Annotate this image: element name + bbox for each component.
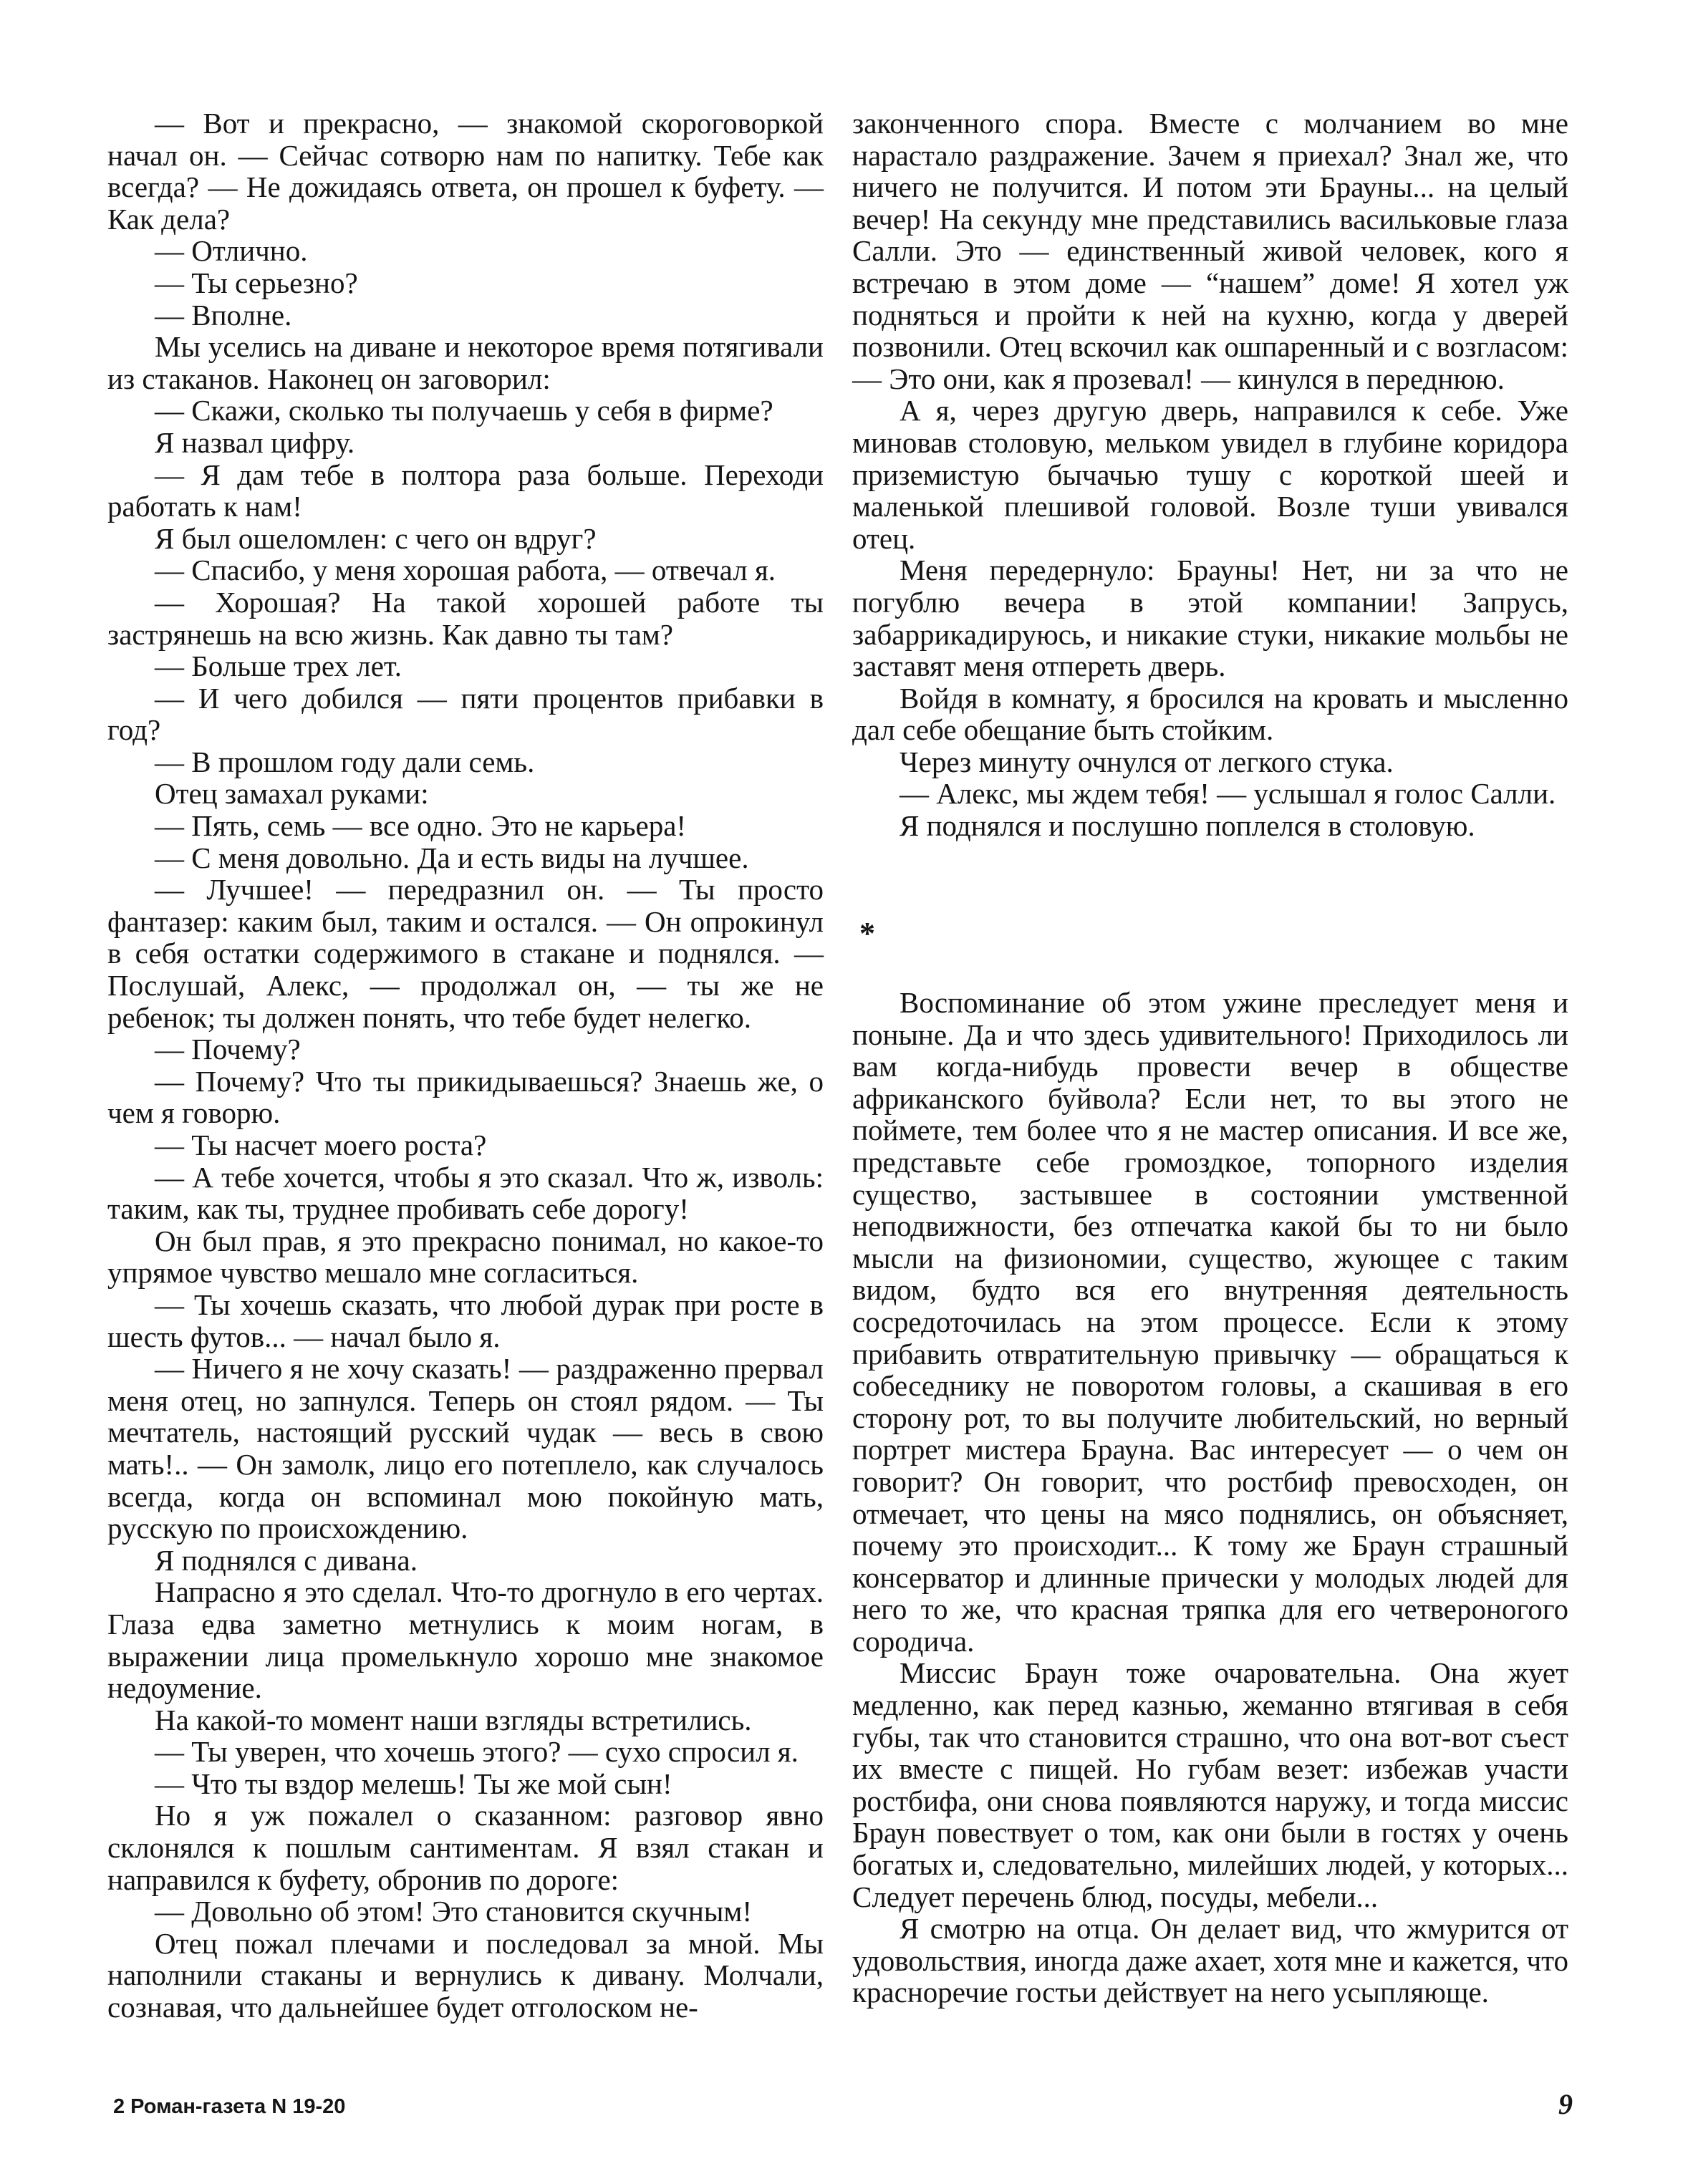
paragraph: Отец пожал плечами и последовал за мной. Мы наполнили стаканы и вернулись к дивану. Молчали, сознавая, что дальнейшее будет отголоском не- — [107, 1926, 824, 2024]
section-break: * — [859, 916, 875, 951]
paragraph: — Лучшее! — передразнил он. — Ты просто фантазер: каким был, таким и остался. — Он опрокинул в себя остатки содержимого в стакане и поднялся. — Послушай, Алекс, — продолжал он, — ты же не ребенок; ты должен понять, что тебе будет нелегко. — [107, 873, 824, 1034]
paragraph: — Я дам тебе в полтора раза больше. Переходи работать к нам! — [107, 458, 824, 523]
left-column — [107, 107, 824, 2024]
paragraph: — Пять, семь — все одно. Это не карьера! — [155, 809, 687, 843]
paragraph: Напрасно я это сделал. Что-то дрогнуло в его чертах. Глаза едва заметно метнулись к моим ногам, в выражении лица промелькнуло хорошо мне знакомое недоумение. — [107, 1575, 824, 1705]
paragraph: Я смотрю на отца. Он делает вид, что жмурится от удовольствия, иногда даже ахает, хотя мне и кажется, что красноречие гостьи действует на него усыпляюще. — [852, 1912, 1568, 2009]
paragraph: Он был прав, я это прекрасно понимал, но какое-то упрямое чувство мешало мне согласиться. — [107, 1224, 824, 1290]
paragraph: — Алекс, мы ждем тебя! — услышал я голос Салли. — [900, 777, 1556, 811]
paragraph: законченного спора. Вместе с молчанием во мне нарастало раздражение. Зачем я приехал? Знал же, что ничего не получится. И потом эти Брауны... на целый вечер! На секунду мне представились васильковые глаза Салли. Это — единственный живой человек, кого я встречаю в этом доме — “нашем” доме! Я хотел уж подняться и пройти к ней на кухню, когда у дверей позвонили. Отец вскочил как ошпаренный и с возгласом: — Это они, как я прозевал! — кинулся в переднюю. — [852, 107, 1568, 395]
paragraph: Я поднялся и послушно поплелся в столовую. — [900, 809, 1475, 843]
printer-signature: 2 Роман-газета N 19-20 — [113, 2095, 346, 2118]
paragraph: — Больше трех лет. — [155, 649, 402, 683]
paragraph: — И чего добился — пяти процентов прибавки в год? — [107, 681, 824, 747]
paragraph: — Довольно об этом! Это становится скучным! — [155, 1895, 752, 1928]
paragraph: — С меня довольно. Да и есть виды на лучшее. — [155, 841, 749, 874]
paragraph: Но я уж пожалел о сказанном: разговор явно склонялся к пошлым сантиментам. Я взял стакан и направился к буфету, обронив по дороге: — [107, 1799, 824, 1896]
paragraph: Я назвал цифру. — [155, 425, 355, 459]
paragraph: — Ты серьезно? — [155, 266, 358, 299]
paragraph: — Скажи, сколько ты получаешь у себя в фирме? — [155, 394, 773, 427]
paragraph: — Вот и прекрасно, — знакомой скороговоркой начал он. — Сейчас сотворю нам по напитку. Тебе как всегда? — Не дожидаясь ответа, он прошел к буфету. — Как дела? — [107, 107, 824, 236]
paragraph: — Что ты вздор мелешь! Ты же мой сын! — [155, 1767, 672, 1800]
right-column-top — [852, 107, 1568, 842]
paragraph: Войдя в комнату, я бросился на кровать и мысленно дал себе обещание быть стойким. — [852, 681, 1568, 747]
page-number: 9 — [1558, 2088, 1573, 2120]
paragraph: — Почему? — [155, 1033, 301, 1066]
paragraph: — А тебе хочется, чтобы я это сказал. Что ж, изволь: таким, как ты, труднее пробивать себе дорогу! — [107, 1160, 824, 1226]
paragraph: — Вполне. — [155, 298, 292, 332]
paragraph: Отец замахал руками: — [155, 777, 429, 811]
paragraph: — Отлично. — [155, 234, 308, 268]
paragraph: Мы уселись на диване и некоторое время потягивали из стаканов. Наконец он заговорил: — [107, 330, 824, 395]
paragraph: А я, через другую дверь, направился к себе. Уже миновав столовую, мельком увидел в глубине коридора приземистую бычачью тушу с короткой шеей и маленькой плешивой головой. Возле туши увивался отец. — [852, 394, 1568, 555]
paragraph: — Ты уверен, что хочешь этого? — сухо спросил я. — [155, 1735, 799, 1769]
paragraph: Я поднялся с дивана. — [155, 1543, 418, 1577]
paragraph: На какой-то момент наши взгляды встретились. — [155, 1703, 752, 1736]
paragraph: Через минуту очнулся от легкого стука. — [900, 745, 1394, 778]
paragraph: — Почему? Что ты прикидываешься? Знаешь же, о чем я говорю. — [107, 1064, 824, 1130]
paragraph: Я был ошеломлен: с чего он вдруг? — [155, 521, 597, 555]
paragraph: — Ты насчет моего роста? — [155, 1129, 487, 1161]
right-column-bottom — [852, 987, 1568, 2009]
paragraph: — Ничего я не хочу сказать! — раздраженно прервал меня отец, но запнулся. Теперь он стоял рядом. — Ты мечтатель, настоящий русский чудак — весь в свою мать!.. — Он замолк, лицо его потеплело, как случалось всегда, когда он вспоминал мою покойную мать, русскую по происхождению. — [107, 1352, 824, 1545]
paragraph: Миссис Браун тоже очаровательна. Она жует медленно, как перед казнью, жеманно втягивая в себя губы, так что становится страшно, что она вот-вот съест их вместе с пищей. Но губам везет: избежав участи ростбифа, они снова появляются наружу, и тогда миссис Браун повествует о том, как они были в гостях у очень богатых и, следовательно, милейших людей, у которых... Следует перечень блюд, посуды, мебели... — [852, 1656, 1568, 1913]
paragraph: — Спасибо, у меня хорошая работа, — отвечал я. — [155, 554, 776, 587]
paragraph: Меня передернуло: Брауны! Нет, ни за что не погублю вечера в этой компании! Запрусь, забаррикадируюсь, и никакие стуки, никакие мольбы не заставят меня отпереть дверь. — [852, 554, 1568, 683]
paragraph: — Хорошая? На такой хорошей работе ты застрянешь на всю жизнь. Как давно ты там? — [107, 585, 824, 651]
paragraph: Воспоминание об этом ужине преследует меня и поныне. Да и что здесь удивительного! Приходилось ли вам когда-нибудь провести вечер в обществе африканского буйвола? Если нет, то вы этого не поймете, тем более что я не мастер описания. И все же, представьте себе громоздкое, топорного изделия существо, застывшее в состоянии умственной неподвижности, без отпечатка какой бы то ни было мысли на физиономии, существо, жующее с таким видом, будто вся его внутренняя деятельность сосредоточилась на этом процессе. Если к этому прибавить отвратительную привычку — обращаться к собеседнику не поворотом головы, а скашивая в его сторону рот, то вы получите любительский, но верный портрет мистера Брауна. Вас интересует — о чем он говорит? Он говорит, что ростбиф превосходен, он отмечает, что цены на мясо поднялись, он объясняет, почему это происходит... К тому же Браун страшный консерватор и длинные прически у молодых людей для него то же, что красная тряпка для его четвероногого сородича. — [852, 986, 1568, 1658]
paragraph: — В прошлом году дали семь. — [155, 745, 535, 778]
paragraph: — Ты хочешь сказать, что любой дурак при росте в шесть футов... — начал было я. — [107, 1287, 824, 1353]
